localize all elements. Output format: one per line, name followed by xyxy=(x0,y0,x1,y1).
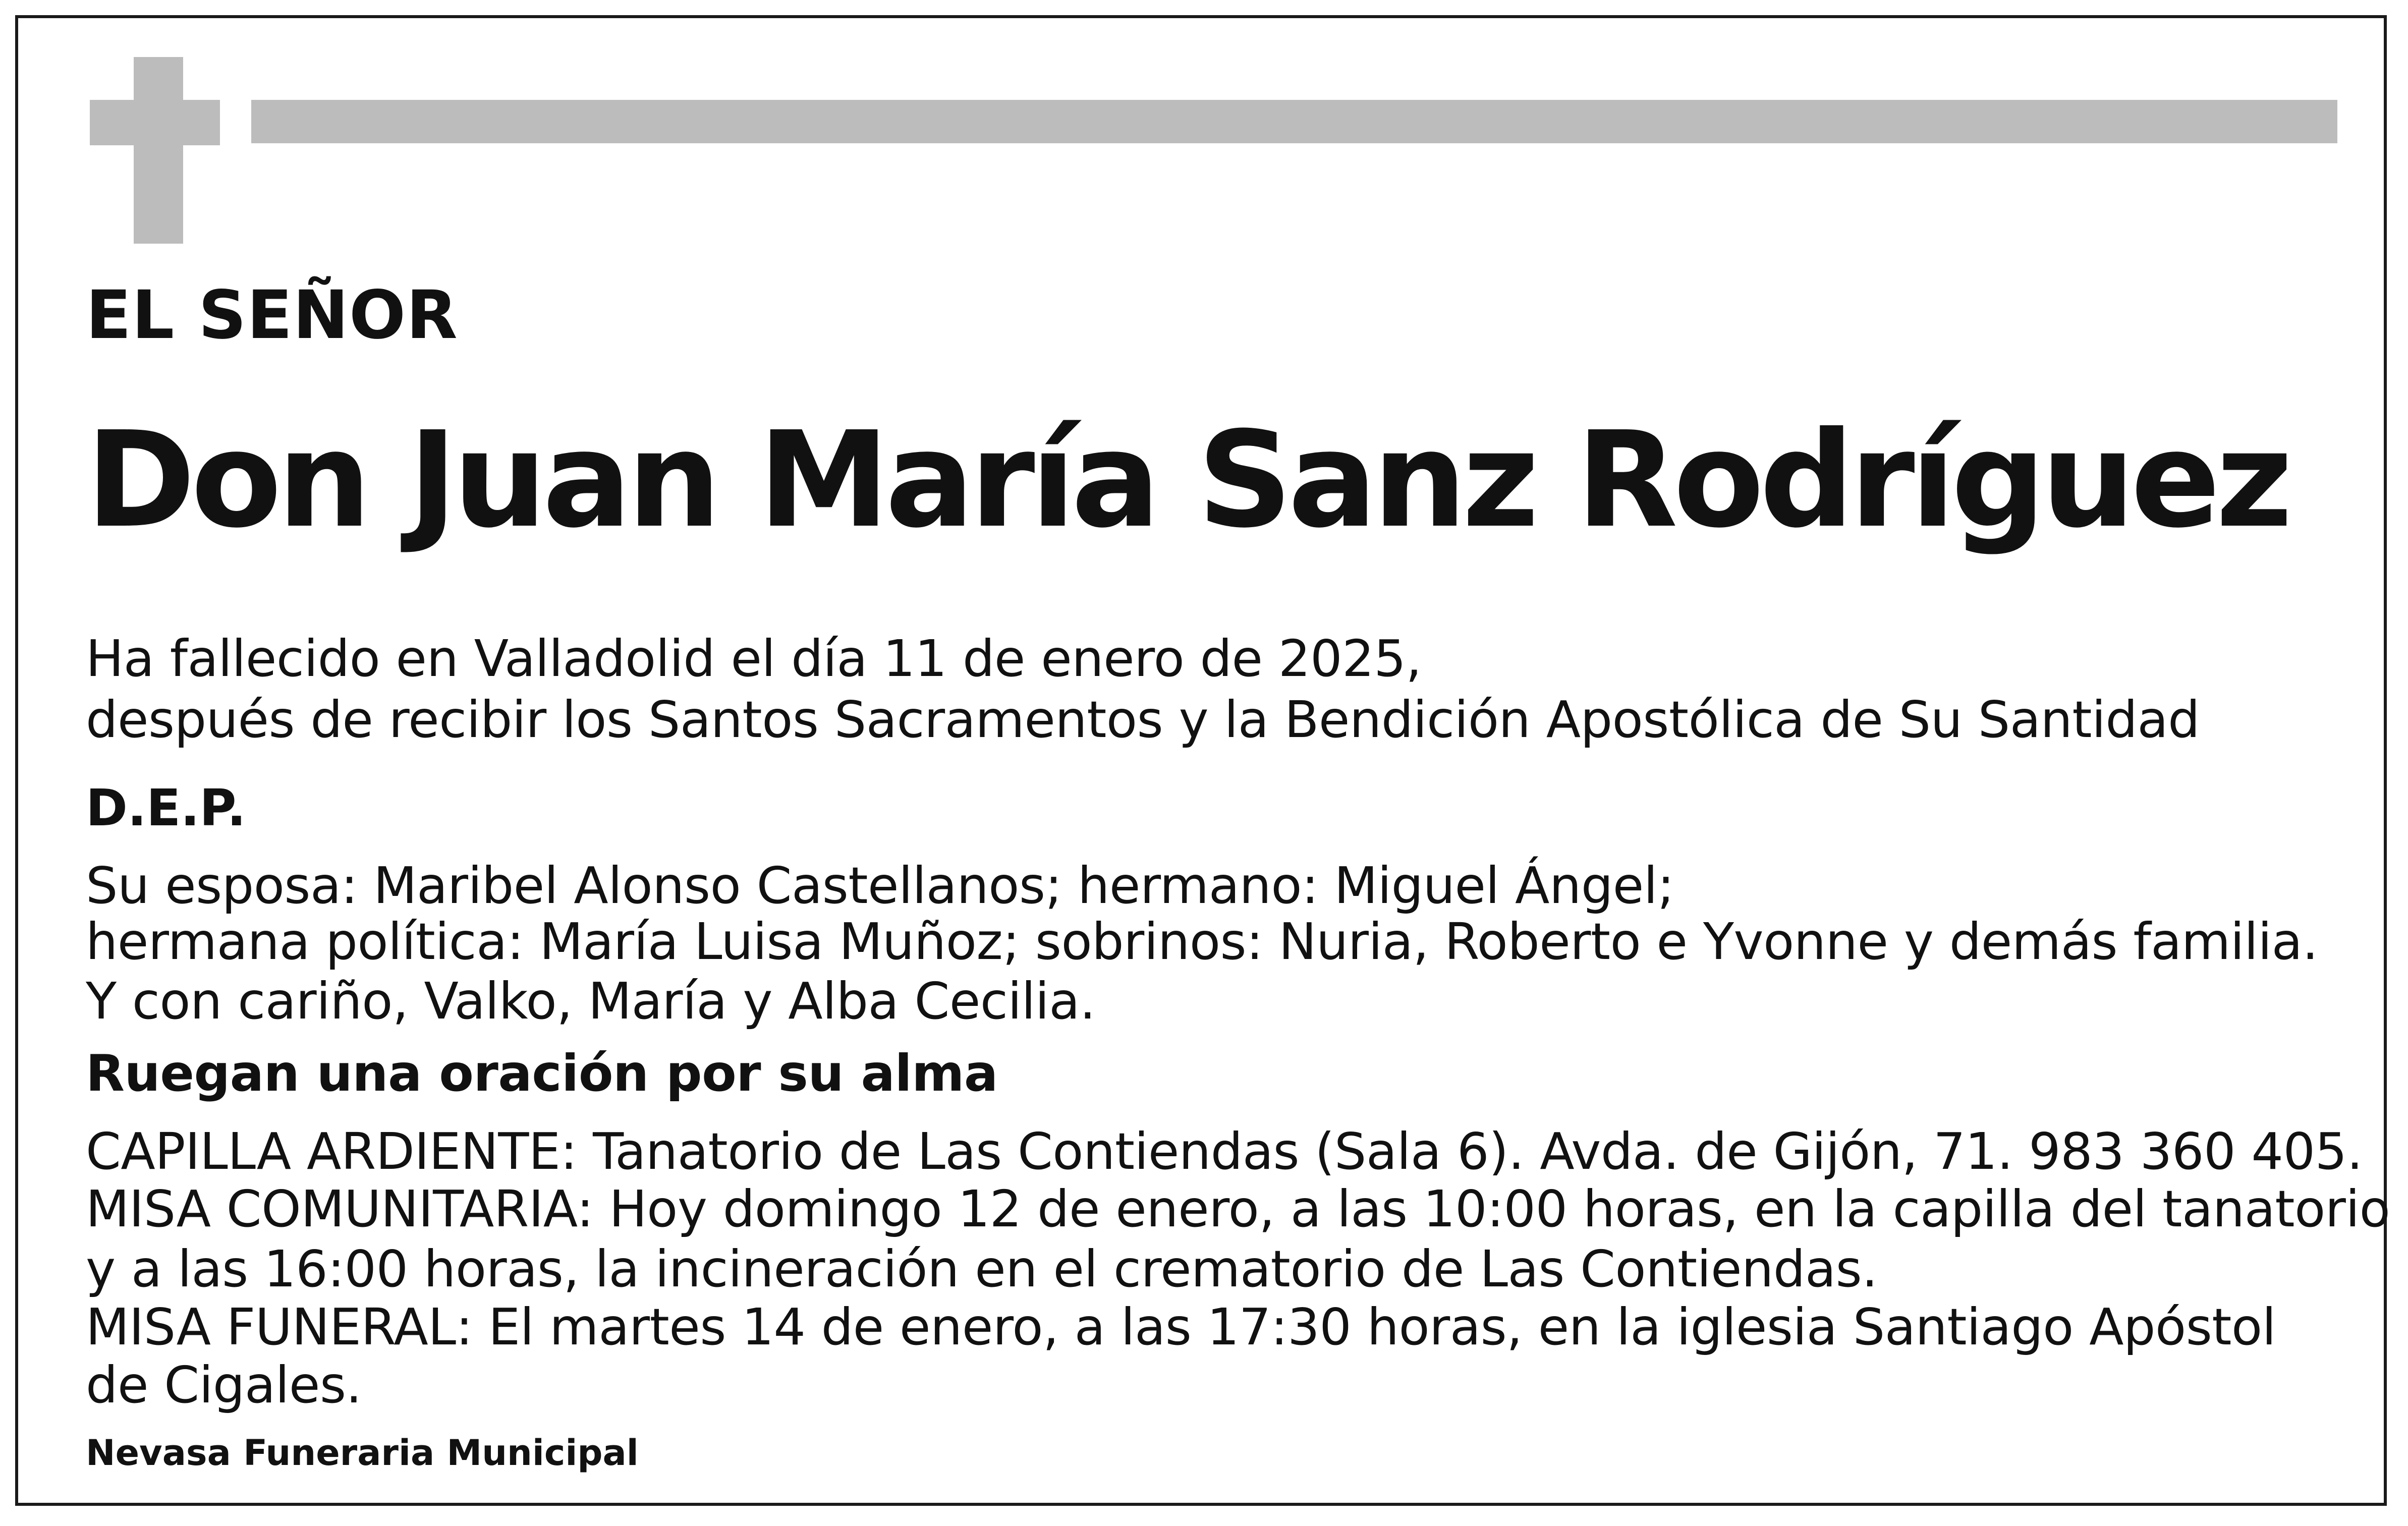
deceased-name: Don Juan María Sanz Rodríguez xyxy=(86,403,2288,557)
death-line-1: Ha fallecido en Valladolid el día 11 de enero de 2025, xyxy=(86,629,1422,688)
rip-label: D.E.P. xyxy=(86,778,246,837)
service-line-4: MISA FUNERAL: El martes 14 de enero, a las 17:30 horas, en la iglesia Santiago Apóstol xyxy=(86,1297,2276,1357)
cross-icon xyxy=(134,57,183,244)
family-line-3: Y con cariño, Valko, María y Alba Cecilia. xyxy=(86,972,1096,1031)
funeral-home: Nevasa Funeraria Municipal xyxy=(86,1432,639,1474)
death-line-2: después de recibir los Santos Sacramentos y la Bendición Apostólica de Su Santidad xyxy=(86,690,2200,749)
family-line-1: Su esposa: Maribel Alonso Castellanos; hermano: Miguel Ángel; xyxy=(86,856,1674,915)
service-line-3: y a las 16:00 horas, la incineración en el crematorio de Las Contiendas. xyxy=(86,1239,1878,1298)
service-line-1: CAPILLA ARDIENTE: Tanatorio de Las Contiendas (Sala 6). Avda. de Gijón, 71. 983 360 405. xyxy=(86,1122,2363,1181)
service-line-2: MISA COMUNITARIA: Hoy domingo 12 de enero, a las 10:00 horas, en la capilla del tanatorio xyxy=(86,1179,2390,1238)
prayer-request: Ruegan una oración por su alma xyxy=(86,1044,998,1103)
salutation: EL SEÑOR xyxy=(86,276,458,354)
service-line-5: de Cigales. xyxy=(86,1355,362,1415)
family-line-2: hermana política: María Luisa Muñoz; sobrinos: Nuria, Roberto e Yvonne y demás familia. xyxy=(86,912,2318,971)
header-bar xyxy=(251,100,2337,143)
cross-icon-arm xyxy=(90,100,220,145)
